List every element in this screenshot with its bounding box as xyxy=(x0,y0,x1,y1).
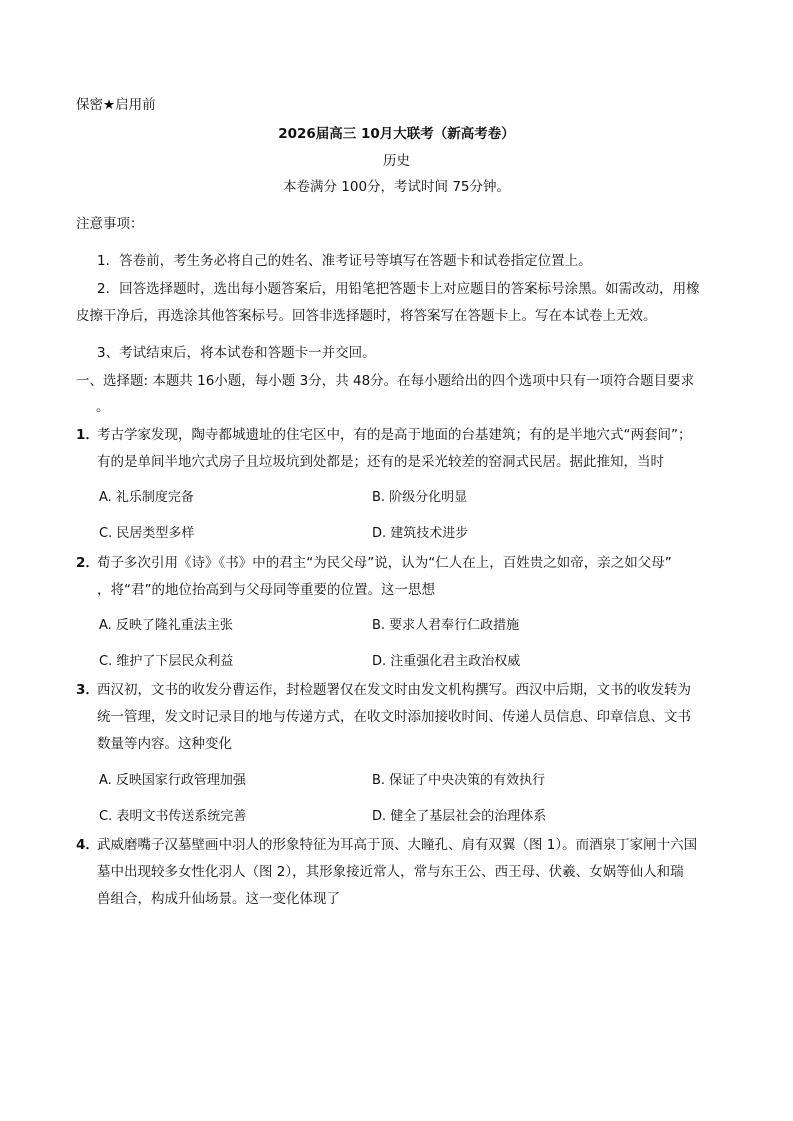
option-d[interactable]: D. 注重强化君主政治权威 xyxy=(372,654,521,669)
option-a[interactable]: A. 礼乐制度完备 xyxy=(99,490,194,505)
question-number: 3． xyxy=(76,682,99,698)
option-b[interactable]: B. 阶级分化明显 xyxy=(372,490,468,505)
option-c[interactable]: C. 民居类型多样 xyxy=(99,526,195,541)
option-a[interactable]: A. 反映国家行政管理加强 xyxy=(99,773,246,788)
question-text-line: 有的是单间半地穴式房子且垃圾坑到处都是；还有的是采光较差的窑洞式民居。据此推知，当时 xyxy=(97,454,664,470)
question-text-line: 武威磨嘴子汉墓壁画中羽人的形象特征为耳高于顶、大瞳孔、肩有双翼（图 1）。而酒泉丁家闸十六国 xyxy=(97,837,698,853)
question-number: 4． xyxy=(76,837,99,853)
option-d[interactable]: D. 健全了基层社会的治理体系 xyxy=(372,809,547,824)
question-text-line: 考古学家发现，陶寺都城遗址的住宅区中，有的是高于地面的台基建筑；有的是半地穴式“两套间”； xyxy=(97,427,692,443)
subject-title: 历史 xyxy=(383,153,410,169)
question-text-line: 墓中出现较多女性化羽人（图 2），其形象接近常人，常与东王公、西王母、伏羲、女娲等仙人和瑞 xyxy=(97,864,684,880)
section-heading-line-2: 。 xyxy=(96,399,110,415)
question-text-line: 荀子多次引用《诗》《书》中的君主“为民父母”说，认为“仁人在上，百姓贵之如帝，亲之如父母” xyxy=(97,555,672,571)
question-text-line: 兽组合，构成升仙场景。这一变化体现了 xyxy=(97,891,340,907)
notice-item-2-line-1: 2．回答选择题时，选出每小题答案后，用铅笔把答题卡上对应题目的答案标号涂黑。如需改动，用橡 xyxy=(97,281,700,297)
option-b[interactable]: B. 要求人君奉行仁政措施 xyxy=(372,618,520,633)
question-text-line: 统一管理，发文时记录目的地与传递方式，在收文时添加接收时间、传递人员信息、印章信息、文书 xyxy=(97,709,691,725)
question-text-line: 西汉初，文书的收发分曹运作，封检题署仅在发文时由发文机构撰写。西汉中后期，文书的收发转为 xyxy=(97,682,691,698)
option-c[interactable]: C. 维护了下层民众利益 xyxy=(99,654,234,669)
notice-item-3: 3、考试结束后，将本试卷和答题卡一并交回。 xyxy=(97,345,376,361)
notice-heading: 注意事项： xyxy=(76,216,144,232)
section-heading-line-1: 一、选择题: 本题共 16小题，每小题 3分，共 48分。在每小题给出的四个选项中只有一项符合题目要求 xyxy=(76,373,695,389)
option-c[interactable]: C. 表明文书传送系统完善 xyxy=(99,809,247,824)
option-d[interactable]: D. 建筑技术进步 xyxy=(372,526,469,541)
question-number: 1． xyxy=(76,427,99,443)
question-text-line: ，将“君”的地位抬高到与父母同等重要的位置。这一思想 xyxy=(97,582,435,598)
exam-title: 2026届高三 10月大联考（新高考卷） xyxy=(278,126,515,142)
notice-item-2-line-2: 皮擦干净后，再选涂其他答案标号。回答非选择题时，将答案写在答题卡上。写在本试卷上无效。 xyxy=(76,308,657,324)
option-b[interactable]: B. 保证了中央决策的有效执行 xyxy=(372,773,546,788)
score-time-info: 本卷满分 100分，考试时间 75分钟。 xyxy=(282,179,511,195)
notice-item-1: 1．答卷前，考生务必将自己的姓名、准考证号等填写在答题卡和试卷指定位置上。 xyxy=(97,253,592,269)
question-text-line: 数量等内容。这种变化 xyxy=(97,736,232,752)
option-a[interactable]: A. 反映了隆礼重法主张 xyxy=(99,618,233,633)
question-number: 2． xyxy=(76,555,99,571)
secrecy-label: 保密★启用前 xyxy=(76,97,156,113)
